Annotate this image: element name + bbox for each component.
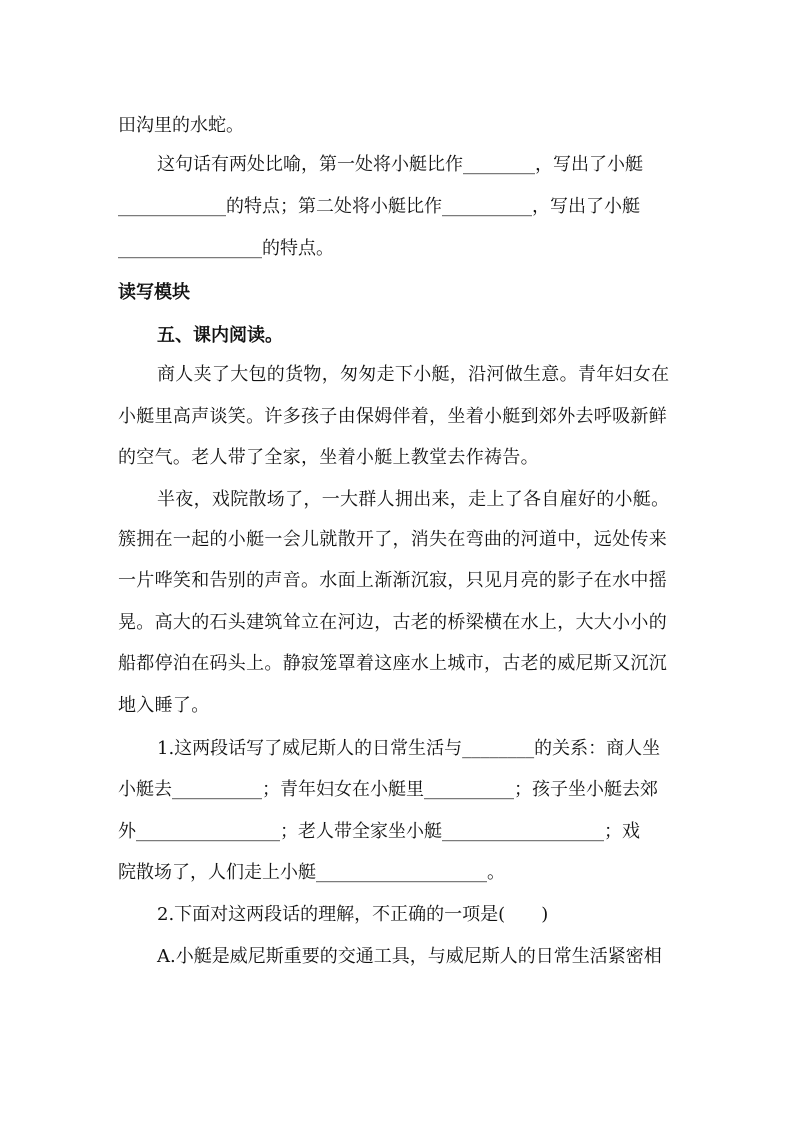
text-line: ____________的特点；第二处将小艇比作__________，写出了小艇 xyxy=(118,196,640,217)
passage-line: 晃。高大的石头建筑耸立在河边，古老的桥梁横在水上，大大小小的 xyxy=(118,612,667,633)
passage-line: 的空气。老人带了全家，坐着小艇上教堂去作祷告。 xyxy=(118,447,539,468)
section-heading: 读写模块 xyxy=(118,282,190,303)
answer-option: A.小艇是威尼斯重要的交通工具，与威尼斯人的日常生活紧密相 xyxy=(157,946,662,967)
passage-line: 商人夹了大包的货物，匆匆走下小艇，沿河做生意。青年妇女在 xyxy=(157,364,670,385)
passage-line: 簇拥在一起的小艇一会儿就散开了，消失在弯曲的河道中，远处传来 xyxy=(118,529,667,550)
question-line: 小艇去__________；青年妇女在小艇里__________；孩子坐小艇去郊 xyxy=(118,779,658,800)
text-line: 这句话有两处比喻，第一处将小艇比作________，写出了小艇 xyxy=(157,154,643,175)
question-line: 院散场了，人们走上小艇___________________。 xyxy=(118,862,505,883)
passage-line: 一片哗笑和告别的声音。水面上渐渐沉寂，只见月亮的影子在水中摇 xyxy=(118,570,667,591)
section-subheading: 五、课内阅读。 xyxy=(157,325,283,346)
text-line: 田沟里的水蛇。 xyxy=(118,115,244,136)
passage-line: 船都停泊在码头上。静寂笼罩着这座水上城市，古老的威尼斯又沉沉 xyxy=(118,653,667,674)
question-line: 1.这两段话写了威尼斯人的日常生活与________的关系：商人坐 xyxy=(157,738,661,759)
passage-line: 半夜，戏院散场了，一大群人拥出来，走上了各自雇好的小艇。 xyxy=(157,489,670,510)
passage-line: 地入睡了。 xyxy=(118,695,210,716)
question-line: 外________________；老人带全家坐小艇__________________；戏 xyxy=(118,821,640,842)
text-line: ________________的特点。 xyxy=(118,238,334,259)
question-line: 2.下面对这两段话的理解，不正确的一项是( ) xyxy=(157,904,549,925)
passage-line: 小艇里高声谈笑。许多孩子由保姆伴着，坐着小艇到郊外去呼吸新鲜 xyxy=(118,406,667,427)
